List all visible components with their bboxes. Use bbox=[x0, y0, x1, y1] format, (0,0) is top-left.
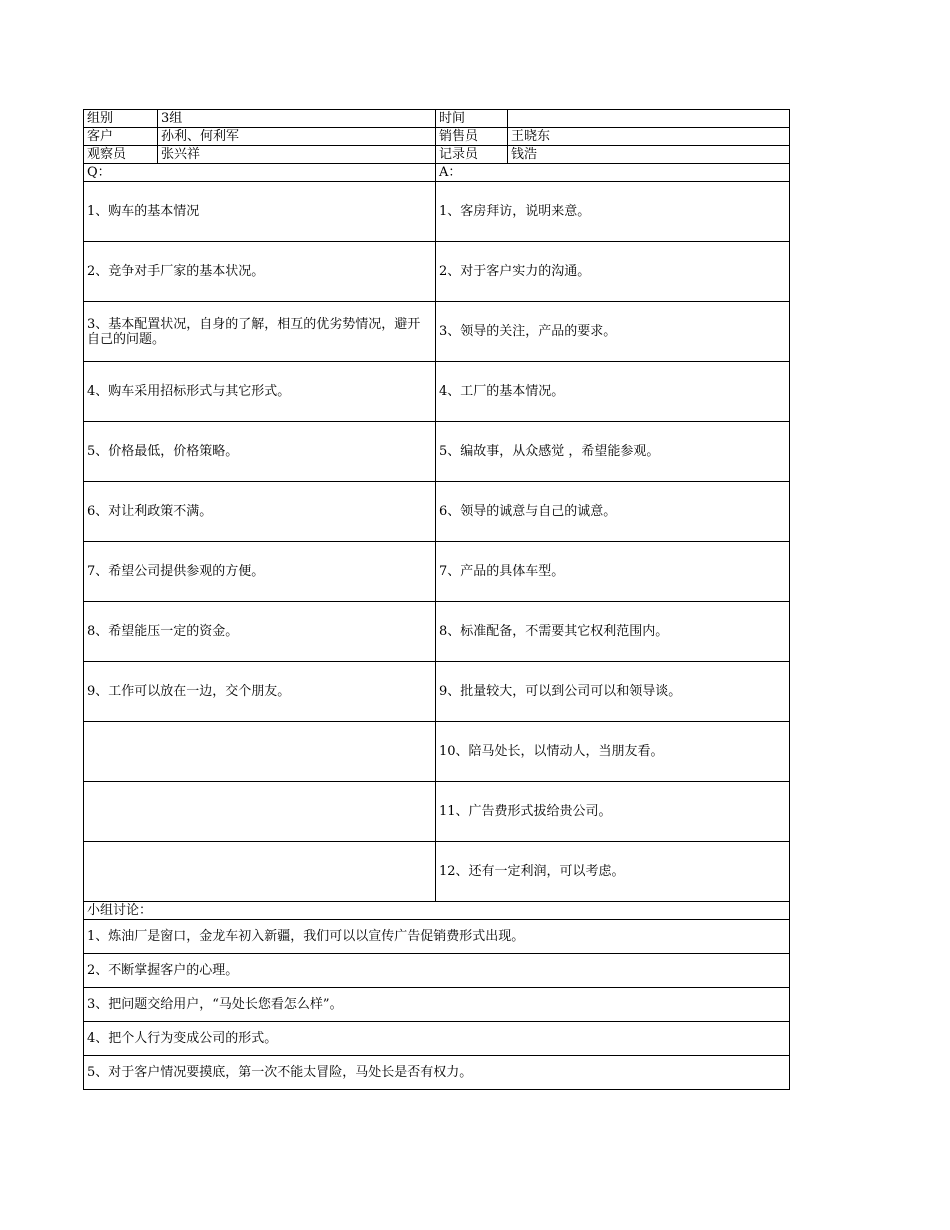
discussion-item: 2、不断掌握客户的心理。 bbox=[84, 954, 790, 988]
answer-cell: 6、领导的诚意与自己的诚意。 bbox=[436, 482, 790, 542]
qa-row bbox=[84, 782, 790, 842]
question-column-label: Q： bbox=[84, 164, 436, 182]
qa-row bbox=[84, 422, 790, 482]
discussion-item: 1、炼油厂是窗口，金龙车初入新疆，我们可以以宣传广告促销费形式出现。 bbox=[84, 920, 790, 954]
answer-cell: 11、广告费形式拔给贵公司。 bbox=[436, 782, 790, 842]
qa-header-row bbox=[84, 164, 790, 182]
discussion-row bbox=[84, 1022, 790, 1056]
answer-cell: 10、陪马处长，以情动人，当朋友看。 bbox=[436, 722, 790, 782]
discussion-row bbox=[84, 954, 790, 988]
answer-cell: 1、客房拜访，说明来意。 bbox=[436, 182, 790, 242]
qa-row bbox=[84, 662, 790, 722]
question-cell: 3、基本配置状况，自身的了解，相互的优劣势情况，避开自己的问题。 bbox=[84, 302, 436, 362]
header-row-group bbox=[84, 110, 790, 128]
group-value: 3组 bbox=[158, 110, 436, 128]
qa-row bbox=[84, 362, 790, 422]
qa-rows bbox=[84, 182, 790, 902]
time-value bbox=[508, 110, 790, 128]
question-cell: 7、希望公司提供参观的方便。 bbox=[84, 542, 436, 602]
qa-row bbox=[84, 482, 790, 542]
question-cell bbox=[84, 842, 436, 902]
discussion-label: 小组讨论： bbox=[84, 902, 790, 920]
recorder-label: 记录员 bbox=[436, 146, 508, 164]
answer-cell: 4、工厂的基本情况。 bbox=[436, 362, 790, 422]
qa-row bbox=[84, 842, 790, 902]
answer-cell: 12、还有一定利润，可以考虑。 bbox=[436, 842, 790, 902]
discussion-row bbox=[84, 1056, 790, 1090]
question-cell: 1、购车的基本情况 bbox=[84, 182, 436, 242]
answer-cell: 3、领导的关注，产品的要求。 bbox=[436, 302, 790, 362]
answer-cell: 7、产品的具体车型。 bbox=[436, 542, 790, 602]
discussion-rows bbox=[84, 920, 790, 1090]
discussion-row bbox=[84, 920, 790, 954]
question-cell: 5、价格最低，价格策略。 bbox=[84, 422, 436, 482]
answer-cell: 8、标准配备，不需要其它权利范围内。 bbox=[436, 602, 790, 662]
qa-row bbox=[84, 542, 790, 602]
group-label: 组别 bbox=[84, 110, 158, 128]
sales-label: 销售员 bbox=[436, 128, 508, 146]
discussion-item: 5、对于客户情况要摸底，第一次不能太冒险，马处长是否有权力。 bbox=[84, 1056, 790, 1090]
observer-value: 张兴祥 bbox=[158, 146, 436, 164]
question-cell: 8、希望能压一定的资金。 bbox=[84, 602, 436, 662]
qa-row bbox=[84, 302, 790, 362]
recorder-value: 钱浩 bbox=[508, 146, 790, 164]
discussion-row bbox=[84, 988, 790, 1022]
qa-row bbox=[84, 242, 790, 302]
qa-row bbox=[84, 602, 790, 662]
question-cell bbox=[84, 782, 436, 842]
header-row-customer bbox=[84, 128, 790, 146]
customer-value: 孙利、何利军 bbox=[158, 128, 436, 146]
answer-cell: 2、对于客户实力的沟通。 bbox=[436, 242, 790, 302]
answer-cell: 5、编故事，从众感觉 ，希望能参观。 bbox=[436, 422, 790, 482]
time-label: 时间 bbox=[436, 110, 508, 128]
qa-row bbox=[84, 182, 790, 242]
question-cell: 2、竞争对手厂家的基本状况。 bbox=[84, 242, 436, 302]
discussion-header-row bbox=[84, 902, 790, 920]
observer-label: 观察员 bbox=[84, 146, 158, 164]
discussion-item: 4、把个人行为变成公司的形式。 bbox=[84, 1022, 790, 1056]
customer-label: 客户 bbox=[84, 128, 158, 146]
record-table bbox=[83, 109, 790, 1090]
header-row-observer bbox=[84, 146, 790, 164]
question-cell: 4、购车采用招标形式与其它形式。 bbox=[84, 362, 436, 422]
question-cell bbox=[84, 722, 436, 782]
answer-cell: 9、批量较大，可以到公司可以和领导谈。 bbox=[436, 662, 790, 722]
answer-column-label: A： bbox=[436, 164, 790, 182]
sales-value: 王晓东 bbox=[508, 128, 790, 146]
record-sheet bbox=[83, 109, 789, 1090]
question-cell: 9、工作可以放在一边，交个朋友。 bbox=[84, 662, 436, 722]
question-cell: 6、对让利政策不满。 bbox=[84, 482, 436, 542]
discussion-item: 3、把问题交给用户，“马处长您看怎么样”。 bbox=[84, 988, 790, 1022]
qa-row bbox=[84, 722, 790, 782]
